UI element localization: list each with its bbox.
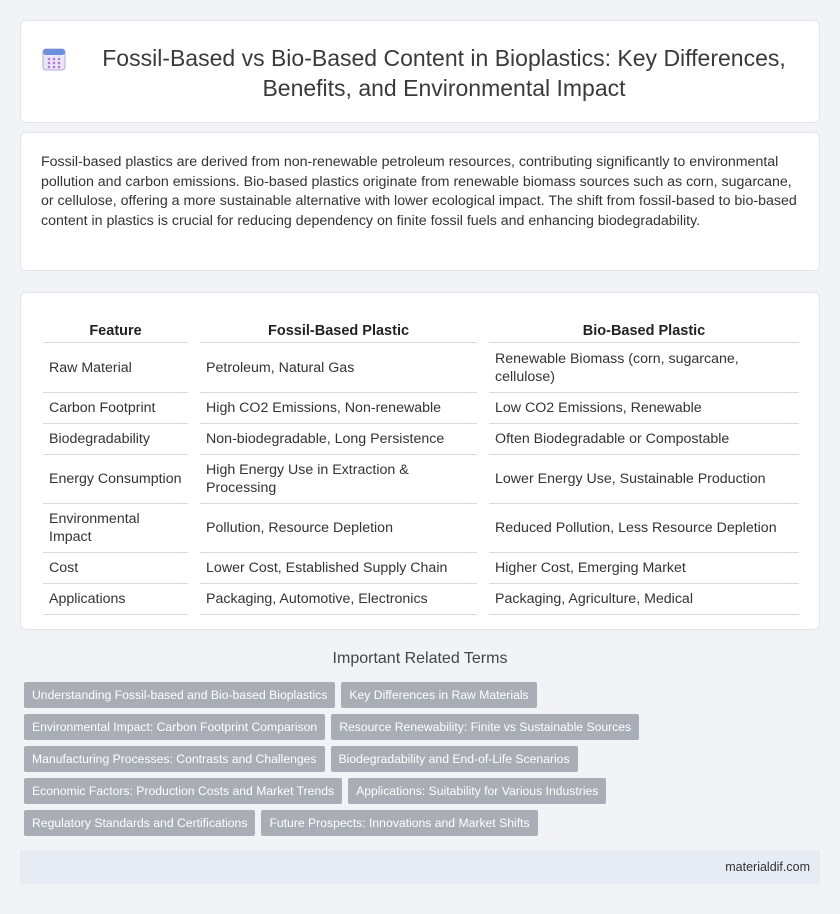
column-header-bio: Bio-Based Plastic [489,313,799,343]
intro-card [20,132,820,271]
feature-cell: Energy Consumption [43,455,188,504]
related-terms-tags [20,682,820,836]
comparison-table-card [20,292,820,630]
table-row [43,504,799,553]
fossil-cell: Packaging, Automotive, Electronics [200,584,477,615]
related-term-link[interactable]: Biodegradability and End-of-Life Scenarios [331,746,578,772]
bio-cell: Packaging, Agriculture, Medical [489,584,799,615]
related-term-link[interactable]: Regulatory Standards and Certifications [24,810,255,836]
related-term-link[interactable]: Key Differences in Raw Materials [341,682,536,708]
feature-cell: Cost [43,553,188,584]
feature-cell: Biodegradability [43,424,188,455]
related-term-link[interactable]: Environmental Impact: Carbon Footprint Comparison [24,714,325,740]
feature-cell: Raw Material [43,343,188,393]
fossil-cell: High Energy Use in Extraction & Processing [200,455,477,504]
related-terms-section [20,650,820,842]
bio-cell: Renewable Biomass (corn, sugarcane, cellulose) [489,343,799,393]
header-card [20,20,820,123]
fossil-cell: Petroleum, Natural Gas [200,343,477,393]
feature-cell: Environmental Impact [43,504,188,553]
related-term-link[interactable]: Economic Factors: Production Costs and Market Trends [24,778,342,804]
related-term-link[interactable]: Applications: Suitability for Various Industries [348,778,606,804]
table-row [43,393,799,424]
table-header-row [43,313,799,343]
related-term-link[interactable]: Future Prospects: Innovations and Market Shifts [261,810,537,836]
table-row [43,343,799,393]
footer [20,850,820,884]
comparison-table [43,313,799,615]
table-row [43,584,799,615]
table-row [43,553,799,584]
bio-cell: Reduced Pollution, Less Resource Depletion [489,504,799,553]
fossil-cell: Lower Cost, Established Supply Chain [200,553,477,584]
calendar-grid-icon [41,46,67,72]
bio-cell: Low CO2 Emissions, Renewable [489,393,799,424]
title-wrap [21,21,821,124]
column-header-fossil: Fossil-Based Plastic [200,313,477,343]
fossil-cell: Non-biodegradable, Long Persistence [200,424,477,455]
footer-site-link[interactable]: materialdif.com [725,860,810,874]
intro-paragraph: Fossil-based plastics are derived from non-renewable petroleum resources, contributing significantly to environmental pollution and carbon emissions. Bio-based plastics originate from renewable biomass sources such as corn, sugarcane, or cellulose, offering a more sustainable alternative with lower ecological impact. The shift from fossil-based to bio-based content in plastics is crucial for reducing dependency on finite fossil fuels and enhancing biodegradability. [41,154,797,229]
bio-cell: Higher Cost, Emerging Market [489,553,799,584]
related-terms-title: Important Related Terms [332,650,508,667]
page-title: Fossil-Based vs Bio-Based Content in Bioplastics: Key Differences, Benefits, and Environmental Impact [102,44,786,101]
bio-cell: Often Biodegradable or Compostable [489,424,799,455]
feature-cell: Applications [43,584,188,615]
related-term-link[interactable]: Resource Renewability: Finite vs Sustainable Sources [331,714,639,740]
related-term-link[interactable]: Manufacturing Processes: Contrasts and Challenges [24,746,325,772]
fossil-cell: Pollution, Resource Depletion [200,504,477,553]
feature-cell: Carbon Footprint [43,393,188,424]
column-header-feature: Feature [43,313,188,343]
bio-cell: Lower Energy Use, Sustainable Production [489,455,799,504]
fossil-cell: High CO2 Emissions, Non-renewable [200,393,477,424]
related-term-link[interactable]: Understanding Fossil-based and Bio-based Bioplastics [24,682,335,708]
table-row [43,455,799,504]
table-row [43,424,799,455]
